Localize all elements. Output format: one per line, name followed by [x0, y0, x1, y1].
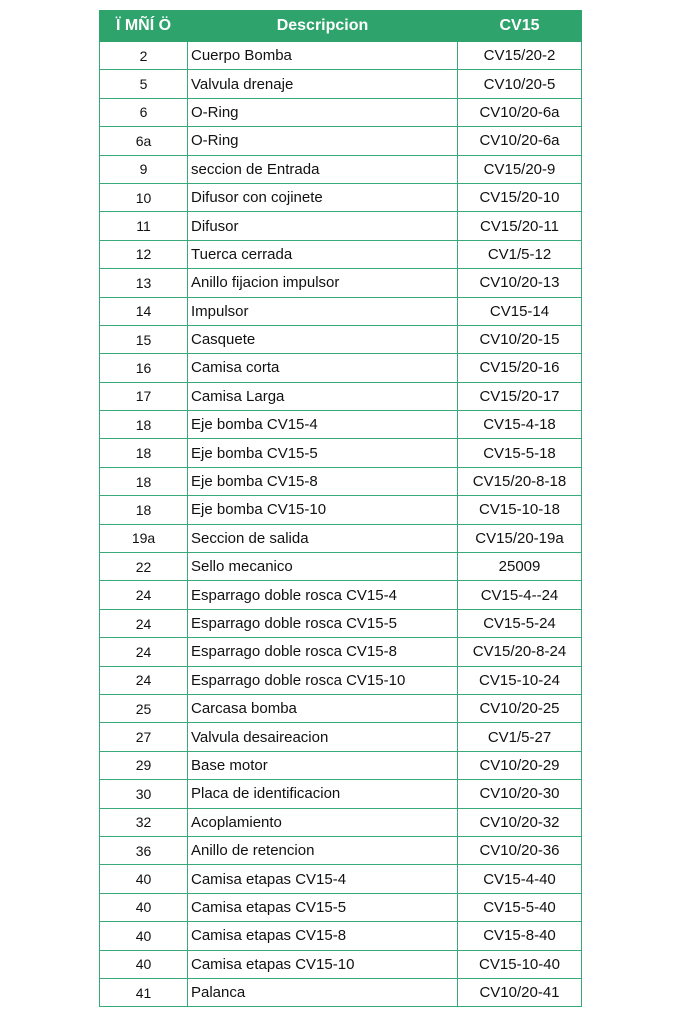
description-cell: Eje bomba CV15-4 [188, 411, 458, 439]
table-row [100, 780, 582, 808]
header-row [100, 11, 582, 42]
description-cell: Camisa corta [188, 354, 458, 382]
description-cell: Camisa etapas CV15-8 [188, 922, 458, 950]
description-cell: Camisa Larga [188, 382, 458, 410]
item-number-cell: 11 [100, 212, 188, 240]
code-cell: 25009 [458, 553, 582, 581]
code-cell: CV15/20-2 [458, 42, 582, 70]
item-number-cell: 9 [100, 155, 188, 183]
table-row [100, 411, 582, 439]
description-cell: Seccion de salida [188, 524, 458, 552]
code-cell: CV15/20-10 [458, 183, 582, 211]
table-row [100, 808, 582, 836]
table-row [100, 609, 582, 637]
item-number-cell: 27 [100, 723, 188, 751]
description-cell: Camisa etapas CV15-5 [188, 893, 458, 921]
table-row [100, 751, 582, 779]
item-number-cell: 18 [100, 496, 188, 524]
description-cell: O-Ring [188, 98, 458, 126]
parts-table [99, 10, 582, 1007]
item-number-cell: 29 [100, 751, 188, 779]
description-cell: Esparrago doble rosca CV15-10 [188, 666, 458, 694]
table-row [100, 98, 582, 126]
description-cell: Difusor con cojinete [188, 183, 458, 211]
table-row [100, 297, 582, 325]
code-cell: CV10/20-29 [458, 751, 582, 779]
code-cell: CV15/20-17 [458, 382, 582, 410]
table-row [100, 240, 582, 268]
item-number-cell: 25 [100, 694, 188, 722]
description-cell: seccion de Entrada [188, 155, 458, 183]
code-cell: CV15-5-24 [458, 609, 582, 637]
description-cell: Sello mecanico [188, 553, 458, 581]
code-cell: CV15/20-8-24 [458, 638, 582, 666]
table-row [100, 183, 582, 211]
description-cell: Valvula drenaje [188, 70, 458, 98]
code-cell: CV10/20-30 [458, 780, 582, 808]
item-number-cell: 18 [100, 439, 188, 467]
code-cell: CV15/20-19a [458, 524, 582, 552]
item-number-cell: 18 [100, 411, 188, 439]
description-cell: Acoplamiento [188, 808, 458, 836]
table-row [100, 694, 582, 722]
description-cell: Eje bomba CV15-5 [188, 439, 458, 467]
table-row [100, 155, 582, 183]
table-row [100, 922, 582, 950]
table-row [100, 269, 582, 297]
item-number-cell: 24 [100, 638, 188, 666]
item-number-cell: 24 [100, 581, 188, 609]
description-cell: Camisa etapas CV15-10 [188, 950, 458, 978]
item-number-cell: 6a [100, 127, 188, 155]
item-number-cell: 41 [100, 978, 188, 1006]
description-cell: O-Ring [188, 127, 458, 155]
description-cell: Esparrago doble rosca CV15-5 [188, 609, 458, 637]
header-cv15: CV15 [458, 11, 582, 42]
code-cell: CV15-10-40 [458, 950, 582, 978]
code-cell: CV15-4-40 [458, 865, 582, 893]
description-cell: Esparrago doble rosca CV15-8 [188, 638, 458, 666]
item-number-cell: 5 [100, 70, 188, 98]
item-number-cell: 17 [100, 382, 188, 410]
item-number-cell: 2 [100, 42, 188, 70]
description-cell: Difusor [188, 212, 458, 240]
table-row [100, 638, 582, 666]
header-description: Descripcion [188, 11, 458, 42]
code-cell: CV10/20-25 [458, 694, 582, 722]
description-cell: Placa de identificacion [188, 780, 458, 808]
item-number-cell: 40 [100, 865, 188, 893]
code-cell: CV10/20-32 [458, 808, 582, 836]
item-number-cell: 6 [100, 98, 188, 126]
code-cell: CV15-5-18 [458, 439, 582, 467]
item-number-cell: 16 [100, 354, 188, 382]
description-cell: Camisa etapas CV15-4 [188, 865, 458, 893]
item-number-cell: 14 [100, 297, 188, 325]
code-cell: CV15/20-9 [458, 155, 582, 183]
table-row [100, 354, 582, 382]
item-number-cell: 40 [100, 893, 188, 921]
table-row [100, 496, 582, 524]
description-cell: Carcasa bomba [188, 694, 458, 722]
table-row [100, 723, 582, 751]
code-cell: CV15/20-16 [458, 354, 582, 382]
item-number-cell: 30 [100, 780, 188, 808]
item-number-cell: 10 [100, 183, 188, 211]
description-cell: Palanca [188, 978, 458, 1006]
table-row [100, 836, 582, 864]
code-cell: CV10/20-36 [458, 836, 582, 864]
code-cell: CV15-14 [458, 297, 582, 325]
table-row [100, 42, 582, 70]
description-cell: Anillo de retencion [188, 836, 458, 864]
table-body [100, 42, 582, 1007]
description-cell: Impulsor [188, 297, 458, 325]
code-cell: CV15-10-24 [458, 666, 582, 694]
item-number-cell: 32 [100, 808, 188, 836]
table-header [100, 11, 582, 42]
description-cell: Esparrago doble rosca CV15-4 [188, 581, 458, 609]
code-cell: CV10/20-41 [458, 978, 582, 1006]
table-row [100, 325, 582, 353]
code-cell: CV15-5-40 [458, 893, 582, 921]
item-number-cell: 36 [100, 836, 188, 864]
description-cell: Casquete [188, 325, 458, 353]
description-cell: Cuerpo Bomba [188, 42, 458, 70]
table-row [100, 467, 582, 495]
item-number-cell: 24 [100, 609, 188, 637]
table-row [100, 893, 582, 921]
code-cell: CV15-4-18 [458, 411, 582, 439]
code-cell: CV1/5-12 [458, 240, 582, 268]
table-row [100, 581, 582, 609]
table-row [100, 439, 582, 467]
table-row [100, 865, 582, 893]
table-row [100, 666, 582, 694]
item-number-cell: 19a [100, 524, 188, 552]
item-number-cell: 40 [100, 950, 188, 978]
code-cell: CV15/20-8-18 [458, 467, 582, 495]
table-row [100, 212, 582, 240]
item-number-cell: 24 [100, 666, 188, 694]
item-number-cell: 13 [100, 269, 188, 297]
table-row [100, 553, 582, 581]
description-cell: Eje bomba CV15-10 [188, 496, 458, 524]
code-cell: CV10/20-15 [458, 325, 582, 353]
table-row [100, 978, 582, 1006]
table-row [100, 127, 582, 155]
item-number-cell: 18 [100, 467, 188, 495]
code-cell: CV10/20-13 [458, 269, 582, 297]
description-cell: Tuerca cerrada [188, 240, 458, 268]
description-cell: Anillo fijacion impulsor [188, 269, 458, 297]
table-row [100, 950, 582, 978]
code-cell: CV10/20-5 [458, 70, 582, 98]
table-row [100, 524, 582, 552]
item-number-cell: 12 [100, 240, 188, 268]
code-cell: CV15/20-11 [458, 212, 582, 240]
code-cell: CV15-10-18 [458, 496, 582, 524]
code-cell: CV10/20-6a [458, 127, 582, 155]
item-number-cell: 22 [100, 553, 188, 581]
description-cell: Base motor [188, 751, 458, 779]
code-cell: CV15-8-40 [458, 922, 582, 950]
header-item-number: Ï MÑÍ Ö [100, 11, 188, 42]
table-row [100, 70, 582, 98]
code-cell: CV1/5-27 [458, 723, 582, 751]
description-cell: Eje bomba CV15-8 [188, 467, 458, 495]
description-cell: Valvula desaireacion [188, 723, 458, 751]
code-cell: CV10/20-6a [458, 98, 582, 126]
table-row [100, 382, 582, 410]
item-number-cell: 15 [100, 325, 188, 353]
item-number-cell: 40 [100, 922, 188, 950]
code-cell: CV15-4--24 [458, 581, 582, 609]
